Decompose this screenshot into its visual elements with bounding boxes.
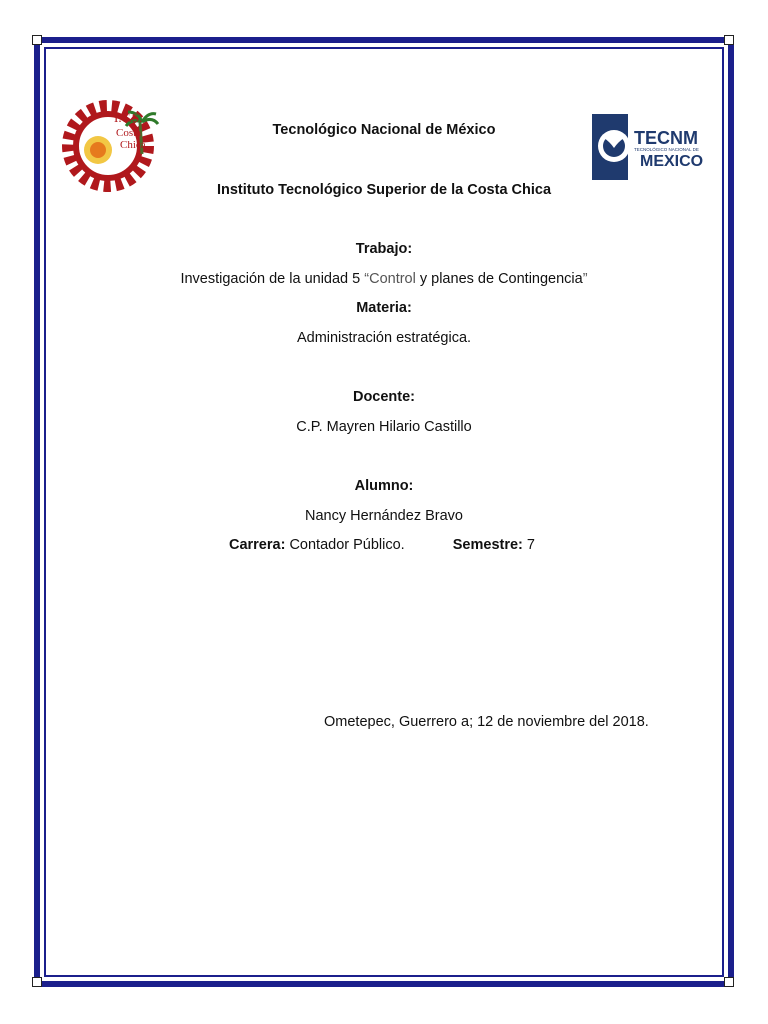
work-title-quoted-word: Control [369,271,416,287]
semester-label: Semestre: [452,537,523,553]
work-title [0,270,768,288]
work-label: Trabajo: [355,241,413,257]
svg-text:I.T.S.: I.T.S. [114,110,143,125]
career-semester-row [0,536,766,554]
career-value: Contador Público. [289,537,405,553]
svg-text:TECNM: TECNM [634,128,698,148]
student-label: Alumno: [354,478,414,494]
svg-text:Chica: Chica [120,139,146,151]
institution-title: Tecnológico Nacional de México [272,122,496,138]
svg-text:Costa: Costa [116,127,142,139]
border-corner-ornament [30,975,46,991]
semester-value: 7 [526,537,535,553]
svg-text:MEXICO: MEXICO [640,153,704,170]
work-title-open-quote: “ [364,271,370,287]
school-title: Instituto Tecnológico Superior de la Costa Chica [216,182,552,198]
svg-text:TECNOLÓGICO NACIONAL DE: TECNOLÓGICO NACIONAL DE [634,147,699,152]
work-title-prefix: Investigación de la unidad 5 [180,271,365,287]
border-corner-ornament [722,975,738,991]
subject-label: Materia: [356,300,412,316]
career-label: Carrera: [228,537,286,553]
teacher-label: Docente: [352,389,416,405]
border-corner-ornament [30,33,46,49]
border-corner-ornament [722,33,738,49]
place-date: Ometepec, Guerrero a; 12 de noviembre del 2018. [324,714,649,730]
work-title-suffix: y planes de Contingencia [415,271,583,287]
teacher-value: C.P. Mayren Hilario Castillo [296,419,472,435]
tecnm-logo [588,108,712,188]
work-title-close-quote: ” [582,271,588,287]
subject-value: Administración estratégica. [296,330,472,346]
student-value: Nancy Hernández Bravo [305,508,463,524]
